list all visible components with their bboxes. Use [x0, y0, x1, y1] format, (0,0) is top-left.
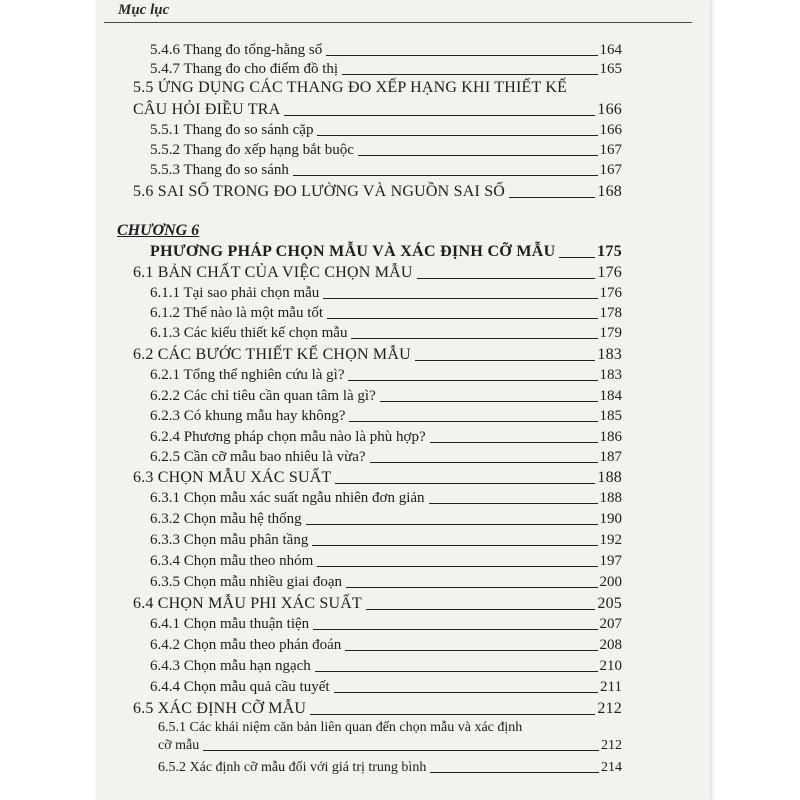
toc-leader [349, 421, 597, 422]
toc-entry-title: 5.5.3 Thang đo so sánh [150, 162, 289, 178]
toc-entry-title: 6.3.2 Chọn mẫu hệ thống [150, 511, 302, 527]
toc-entry-page: 183 [597, 346, 622, 363]
toc-entry-title: 6.5 XÁC ĐỊNH CỠ MẪU [133, 700, 307, 717]
toc-entry-title: 5.6 SAI SỐ TRONG ĐO LƯỜNG VÀ NGUỒN SAI SỐ [133, 183, 506, 200]
toc-entry [150, 553, 622, 570]
toc-entry [150, 367, 622, 384]
toc-entry-page: 212 [601, 738, 622, 753]
toc-entry-page: 207 [599, 616, 622, 632]
toc-entry-page: 175 [597, 243, 622, 260]
toc-entry [158, 738, 622, 754]
toc-entry-page: 176 [597, 264, 622, 281]
toc-entry [150, 162, 622, 179]
chapter-title-entry [150, 243, 622, 261]
toc-entry-title: 6.1 BẢN CHẤT CỦA VIỆC CHỌN MẪU [133, 264, 413, 281]
toc-leader [323, 298, 597, 299]
toc-leader [559, 257, 595, 258]
page-header-title: Mục lục [118, 2, 170, 18]
toc-entry-page: 205 [597, 595, 622, 612]
toc-entry-page: 166 [599, 122, 622, 138]
toc-entry-title: 6.3.1 Chọn mẫu xác suất ngẫu nhiên đơn giản [150, 490, 425, 506]
toc-entry [150, 532, 622, 549]
toc-entry-page: 192 [599, 532, 622, 548]
toc-entry-title: cỡ mẫu [158, 738, 200, 753]
toc-entry [150, 511, 622, 528]
toc-entry-title: 6.4.1 Chọn mẫu thuận tiện [150, 616, 310, 632]
toc-entry [150, 429, 622, 446]
toc-entry-title: 6.2.3 Có khung mẫu hay không? [150, 408, 346, 424]
toc-leader [310, 714, 595, 715]
toc-leader [366, 609, 595, 610]
toc-leader [429, 503, 598, 504]
toc-entry-title: 6.4.4 Chọn mẫu quả cầu tuyết [150, 679, 330, 695]
toc-entry-title: 6.3 CHỌN MẪU XÁC SUẤT [133, 469, 332, 486]
toc-entry-title: 6.3.4 Chọn mẫu theo nhóm [150, 553, 314, 569]
toc-leader [417, 278, 596, 279]
toc-entry-title: 6.2.2 Các chỉ tiêu cần quan tâm là gì? [150, 388, 376, 404]
toc-leader [430, 442, 598, 443]
toc-entry [133, 183, 622, 201]
toc-entry-page: 164 [599, 42, 622, 58]
toc-entry-title: 6.5.2 Xác định cỡ mẫu đối với giá trị trung bình [158, 760, 427, 775]
toc-entry-title: 5.5.2 Thang đo xếp hạng bắt buộc [150, 142, 354, 158]
toc-entry-title: 6.4.3 Chọn mẫu hạn ngạch [150, 658, 311, 674]
header-divider [104, 22, 692, 23]
toc-leader [346, 587, 597, 588]
toc-entry [150, 449, 622, 466]
toc-leader [326, 55, 597, 56]
toc-entry-title: 5.5.1 Thang đo so sánh cặp [150, 122, 314, 138]
toc-entry-page: 197 [599, 553, 622, 569]
toc-entry-title: 6.1.3 Các kiểu thiết kế chọn mẫu [150, 325, 348, 341]
toc-entry [150, 42, 622, 59]
toc-entry-page: 185 [599, 408, 622, 424]
toc-leader [317, 135, 597, 136]
toc-leader [203, 750, 599, 751]
toc-entry [150, 616, 622, 633]
toc-entry-page: 167 [599, 142, 622, 158]
toc-leader [415, 360, 596, 361]
toc-entry [150, 574, 622, 591]
toc-entry-page: 211 [600, 679, 622, 695]
toc-entry [150, 142, 622, 159]
toc-leader [351, 338, 597, 339]
toc-entry-title: 6.1.1 Tại sao phải chọn mẫu [150, 285, 320, 301]
toc-entry-title: 6.3.5 Chọn mẫu nhiều giai đoạn [150, 574, 343, 590]
toc-entry [150, 285, 622, 302]
toc-entry-page: 167 [599, 162, 622, 178]
toc-leader [306, 524, 598, 525]
toc-leader [335, 483, 595, 484]
toc-leader [380, 401, 598, 402]
toc-entry [150, 490, 622, 507]
toc-leader [430, 772, 599, 773]
toc-entry-title: 6.5.1 Các khái niệm căn bản liên quan đến chọn mẫu và xác định [158, 720, 523, 735]
toc-entry-title: 5.5 ỨNG DỤNG CÁC THANG ĐO XẾP HẠNG KHI THIẾT KẾ [133, 79, 568, 96]
toc-entry-page: 200 [599, 574, 622, 590]
toc-entry-page: 212 [597, 700, 622, 717]
toc-entry-page: 210 [599, 658, 622, 674]
toc-entry [150, 122, 622, 139]
toc-entry [158, 760, 622, 776]
toc-leader [284, 115, 595, 116]
toc-leader [348, 380, 597, 381]
toc-entry-title: 6.4.2 Chọn mẫu theo phán đoán [150, 637, 342, 653]
toc-entry-page: 208 [599, 637, 622, 653]
toc-leader [342, 74, 597, 75]
toc-entry [150, 637, 622, 654]
toc-entry-title: CÂU HỎI ĐIỀU TRA [133, 101, 281, 118]
toc-entry [150, 658, 622, 675]
toc-entry [150, 388, 622, 405]
toc-entry-page: 176 [599, 285, 622, 301]
toc-leader [327, 318, 597, 319]
toc-leader [293, 175, 598, 176]
toc-entry-title: 6.2 CÁC BƯỚC THIẾT KẾ CHỌN MẪU [133, 346, 411, 363]
toc-entry-page: 190 [599, 511, 622, 527]
toc-entry-title: 6.4 CHỌN MẪU PHI XÁC SUẤT [133, 595, 363, 612]
toc-entry-page: 188 [597, 469, 622, 486]
toc-entry-title: 6.2.4 Phương pháp chọn mẫu nào là phù hợp? [150, 429, 426, 445]
toc-entry [133, 700, 622, 718]
toc-entry-page: 166 [597, 101, 622, 118]
toc-leader [313, 629, 597, 630]
toc-entry-page: 183 [599, 367, 622, 383]
toc-entry-page: 165 [599, 61, 622, 77]
toc-entry-title: 5.4.6 Thang đo tổng-hằng số [150, 42, 323, 58]
toc-entry [150, 325, 622, 342]
toc-entry [150, 61, 622, 78]
toc-entry [133, 469, 622, 487]
toc-entry-title: 5.4.7 Thang đo cho điểm đồ thị [150, 61, 339, 77]
toc-leader [358, 155, 598, 156]
toc-entry-page: 184 [599, 388, 622, 404]
toc-entry [133, 101, 622, 119]
toc-leader [315, 671, 598, 672]
toc-entry-page: 186 [599, 429, 622, 445]
toc-entry-title: 6.3.3 Chọn mẫu phân tầng [150, 532, 309, 548]
toc-entry-page: 168 [597, 183, 622, 200]
toc-entry-page: 179 [599, 325, 622, 341]
toc-entry [133, 346, 622, 364]
chapter-title: PHƯƠNG PHÁP CHỌN MẪU VÀ XÁC ĐỊNH CỠ MẪU [150, 243, 556, 260]
toc-leader [317, 566, 597, 567]
toc-entry-page: 214 [601, 760, 622, 775]
toc-entry-page: 188 [599, 490, 622, 506]
toc-leader [370, 462, 598, 463]
toc-leader [509, 197, 595, 198]
toc-leader [334, 692, 599, 693]
toc-leader [345, 650, 597, 651]
toc-entry-page: 178 [599, 305, 622, 321]
toc-leader [312, 545, 597, 546]
toc-entry [133, 264, 622, 282]
toc-entry [133, 595, 622, 613]
toc-entry-title: 6.2.1 Tổng thể nghiên cứu là gì? [150, 367, 345, 383]
toc-entry [150, 408, 622, 425]
toc-entry [150, 305, 622, 322]
toc-entry-title: 6.2.5 Cần cỡ mẫu bao nhiêu là vừa? [150, 449, 366, 465]
chapter-heading: CHƯƠNG 6 [117, 222, 200, 239]
toc-entry-page: 187 [599, 449, 622, 465]
toc-entry [150, 679, 622, 696]
toc-entry-title: 6.1.2 Thế nào là một mẫu tốt [150, 305, 324, 321]
